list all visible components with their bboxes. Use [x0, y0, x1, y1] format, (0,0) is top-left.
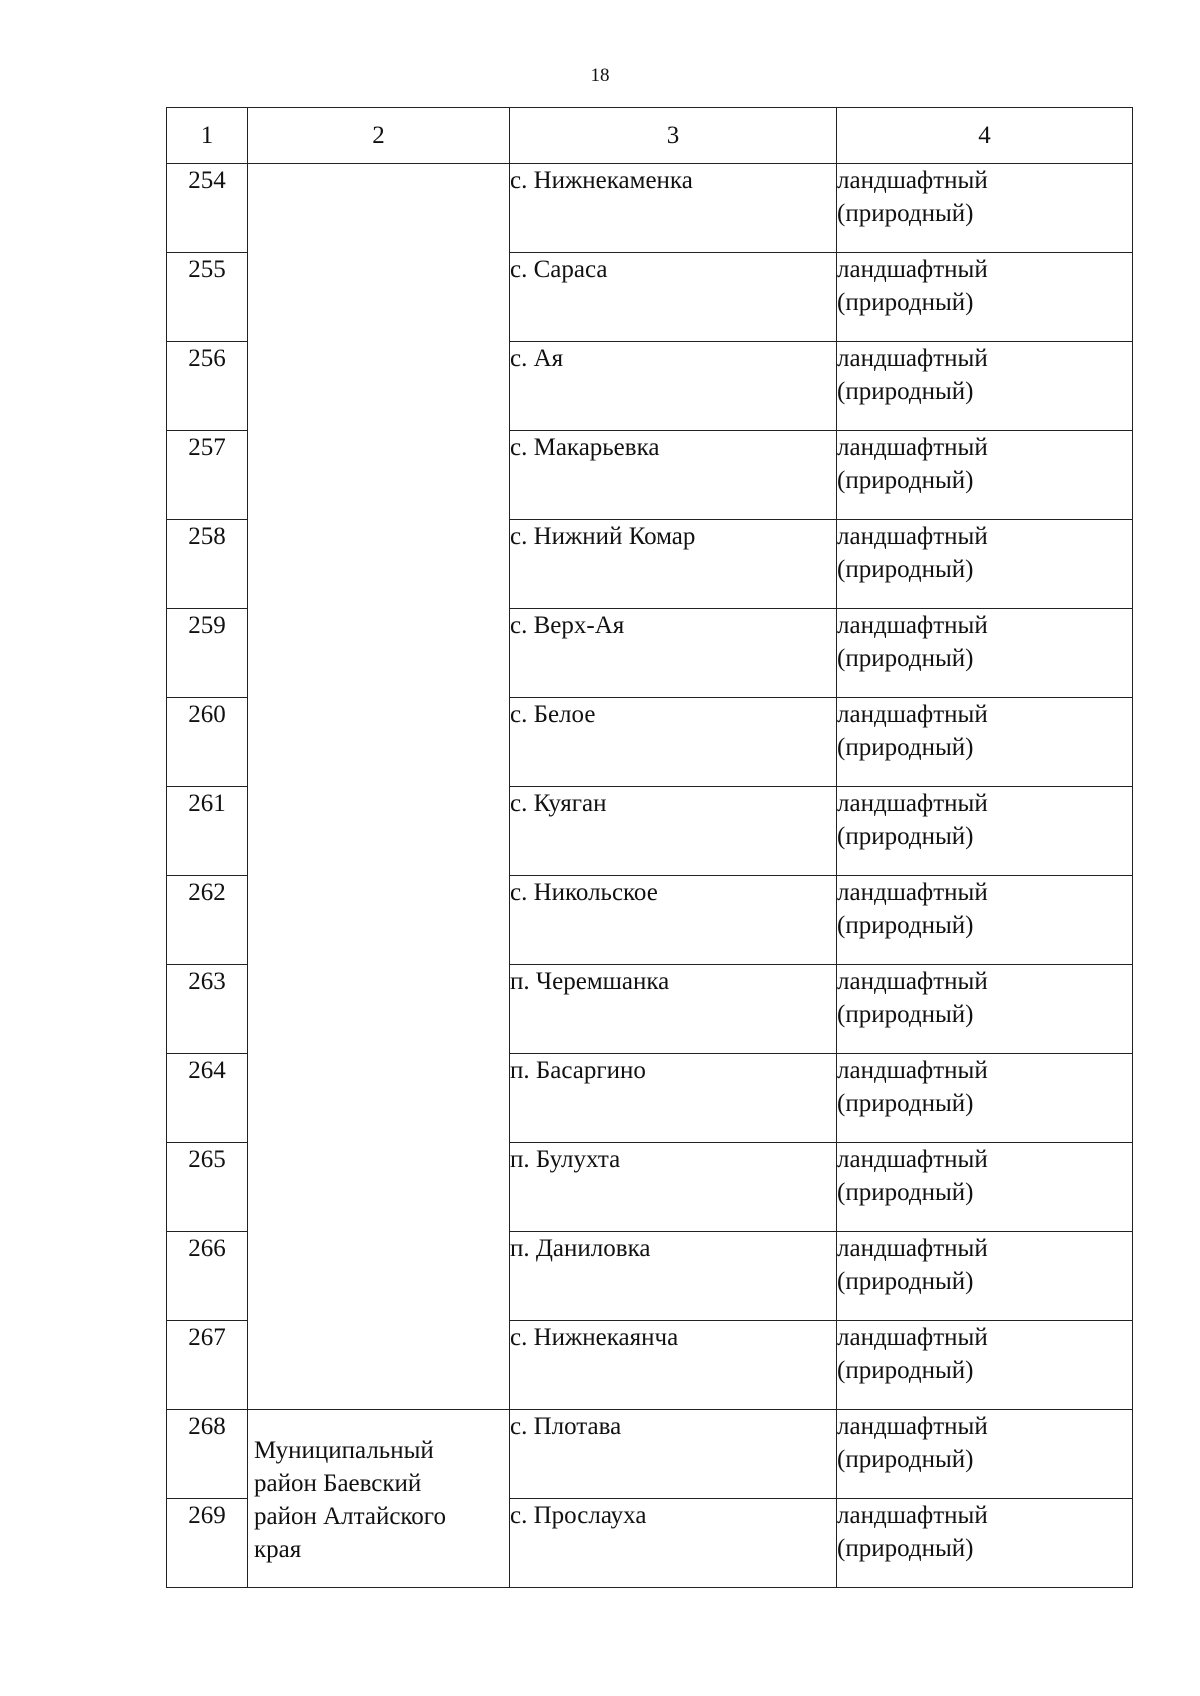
- table-row: [167, 1410, 1133, 1499]
- landscape-type-line: ландшафтный: [837, 701, 988, 728]
- table-body: [167, 164, 1133, 1588]
- landscape-type-line: (природный): [837, 734, 974, 761]
- landscape-type: [837, 1499, 1133, 1588]
- settlement-name: с. Макарьевка: [510, 431, 837, 520]
- settlements-table: [166, 107, 1133, 1588]
- row-number: 260: [167, 698, 248, 787]
- landscape-type-line: ландшафтный: [837, 1413, 988, 1440]
- landscape-type-line: (природный): [837, 1446, 974, 1473]
- page-number: 18: [590, 65, 610, 86]
- landscape-type-line: ландшафтный: [837, 345, 988, 372]
- row-number: 265: [167, 1143, 248, 1232]
- row-number: 267: [167, 1321, 248, 1410]
- row-number: 256: [167, 342, 248, 431]
- landscape-type-line: (природный): [837, 1535, 974, 1562]
- landscape-type: [837, 253, 1133, 342]
- landscape-type: [837, 520, 1133, 609]
- landscape-type: [837, 164, 1133, 253]
- landscape-type-line: ландшафтный: [837, 968, 988, 995]
- settlement-name: с. Плотава: [510, 1410, 837, 1499]
- header-col-4: 4: [837, 108, 1133, 164]
- landscape-type: [837, 965, 1133, 1054]
- settlement-name: с. Прослауха: [510, 1499, 837, 1588]
- landscape-type-line: ландшафтный: [837, 790, 988, 817]
- row-number: 259: [167, 609, 248, 698]
- settlement-name: с. Белое: [510, 698, 837, 787]
- header-col-3: 3: [510, 108, 837, 164]
- landscape-type-line: ландшафтный: [837, 1502, 988, 1529]
- row-number: 269: [167, 1499, 248, 1588]
- settlement-name: с. Куяган: [510, 787, 837, 876]
- landscape-type: [837, 876, 1133, 965]
- settlement-name: с. Верх-Ая: [510, 609, 837, 698]
- row-number: 255: [167, 253, 248, 342]
- landscape-type-line: ландшафтный: [837, 167, 988, 194]
- row-number: 266: [167, 1232, 248, 1321]
- landscape-type-line: (природный): [837, 289, 974, 316]
- landscape-type-line: (природный): [837, 556, 974, 583]
- landscape-type-line: ландшафтный: [837, 523, 988, 550]
- row-number: 254: [167, 164, 248, 253]
- landscape-type-line: (природный): [837, 1357, 974, 1384]
- district-name-line: Муниципальный: [254, 1437, 434, 1464]
- landscape-type-line: (природный): [837, 912, 974, 939]
- settlement-name: п. Басаргино: [510, 1054, 837, 1143]
- landscape-type-line: (природный): [837, 645, 974, 672]
- settlement-name: п. Булухта: [510, 1143, 837, 1232]
- landscape-type: [837, 787, 1133, 876]
- landscape-type-line: (природный): [837, 1268, 974, 1295]
- landscape-type-line: ландшафтный: [837, 256, 988, 283]
- landscape-type: [837, 1143, 1133, 1232]
- landscape-type-line: (природный): [837, 467, 974, 494]
- row-number: 258: [167, 520, 248, 609]
- header-col-1: 1: [167, 108, 248, 164]
- header-col-2: 2: [248, 108, 510, 164]
- row-number: 257: [167, 431, 248, 520]
- landscape-type: [837, 698, 1133, 787]
- settlement-name: с. Нижнекаянча: [510, 1321, 837, 1410]
- settlement-name: с. Сараса: [510, 253, 837, 342]
- landscape-type-line: ландшафтный: [837, 1057, 988, 1084]
- settlement-name: с. Нижнекаменка: [510, 164, 837, 253]
- row-number: 264: [167, 1054, 248, 1143]
- district-name-line: район Баевский: [254, 1470, 422, 1497]
- settlement-name: с. Нижний Комар: [510, 520, 837, 609]
- landscape-type-line: (природный): [837, 1090, 974, 1117]
- district-cell: [248, 164, 510, 1410]
- row-number: 263: [167, 965, 248, 1054]
- table-header-row: [167, 108, 1133, 164]
- settlement-name: с. Ая: [510, 342, 837, 431]
- landscape-type: [837, 1321, 1133, 1410]
- row-number: 261: [167, 787, 248, 876]
- landscape-type: [837, 609, 1133, 698]
- row-number: 262: [167, 876, 248, 965]
- district-cell: [248, 1410, 510, 1588]
- landscape-type-line: (природный): [837, 200, 974, 227]
- district-name-line: район Алтайского: [254, 1503, 446, 1530]
- landscape-type: [837, 1054, 1133, 1143]
- landscape-type: [837, 1232, 1133, 1321]
- landscape-type-line: ландшафтный: [837, 434, 988, 461]
- table-row: [167, 164, 1133, 253]
- landscape-type-line: (природный): [837, 1001, 974, 1028]
- landscape-type: [837, 1410, 1133, 1499]
- settlement-name: п. Даниловка: [510, 1232, 837, 1321]
- landscape-type-line: ландшафтный: [837, 1235, 988, 1262]
- landscape-type-line: (природный): [837, 823, 974, 850]
- settlement-name: с. Никольское: [510, 876, 837, 965]
- landscape-type-line: ландшафтный: [837, 612, 988, 639]
- landscape-type-line: ландшафтный: [837, 1324, 988, 1351]
- row-number: 268: [167, 1410, 248, 1499]
- district-name-line: края: [254, 1536, 302, 1563]
- landscape-type-line: ландшафтный: [837, 1146, 988, 1173]
- settlement-name: п. Черемшанка: [510, 965, 837, 1054]
- landscape-type-line: (природный): [837, 378, 974, 405]
- landscape-type-line: (природный): [837, 1179, 974, 1206]
- landscape-type: [837, 342, 1133, 431]
- landscape-type: [837, 431, 1133, 520]
- landscape-type-line: ландшафтный: [837, 879, 988, 906]
